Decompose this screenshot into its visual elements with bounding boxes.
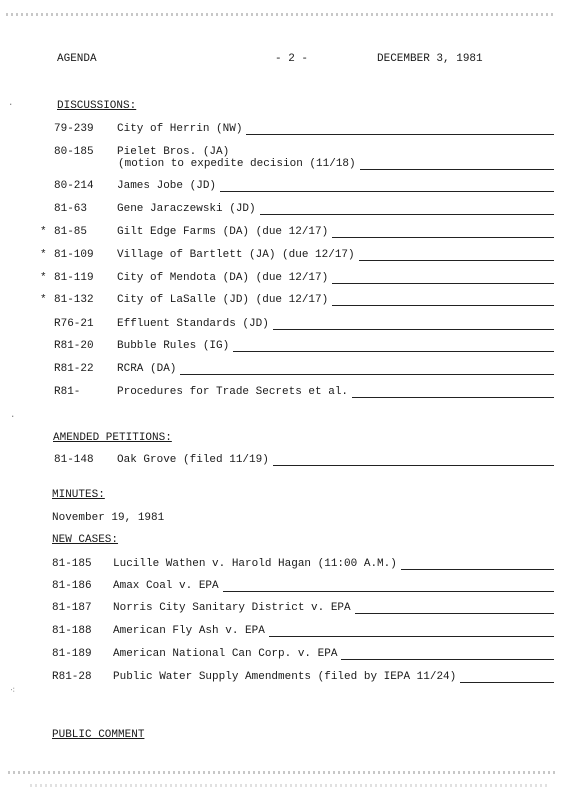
case-description: American National Can Corp. v. EPA [113,648,338,660]
priority-asterisk: * [40,249,47,261]
discussion-item [0,146,566,170]
fill-line [332,305,554,306]
case-description: Gene Jaraczewski (JD) [117,203,256,215]
case-number: R81-20 [54,340,94,352]
discussions-heading: DISCUSSIONS: [57,100,137,112]
discussion-item [0,294,566,308]
fill-line [352,397,554,398]
fill-line [223,591,554,592]
new-cases-heading: NEW CASES: [52,534,119,546]
fill-line [332,237,554,238]
case-description: Oak Grove (filed 11/19) [117,454,269,466]
case-description: RCRA (DA) [117,363,177,375]
case-number: R81-28 [52,671,92,683]
discussion-item [0,318,566,332]
case-number: 81-188 [52,625,92,637]
new-case-item [0,648,566,662]
case-description: Procedures for Trade Secrets et al. [117,386,349,398]
fill-line [220,191,554,192]
minutes-heading: MINUTES: [52,489,105,501]
priority-asterisk: * [40,272,47,284]
case-description: American Fly Ash v. EPA [113,625,265,637]
case-number: 81-189 [52,648,92,660]
fill-line [360,169,554,170]
scan-speck: · [8,100,14,110]
header-agenda: AGENDA [57,53,97,65]
header-page-number: - 2 - [275,53,309,65]
case-number: R81-22 [54,363,94,375]
case-description: Bubble Rules (IG) [117,340,230,352]
fill-line [269,636,554,637]
case-number: 79-239 [54,123,94,135]
fill-line [233,351,554,352]
minutes-date: November 19, 1981 [52,512,165,524]
fill-line [273,329,554,330]
case-number: 80-185 [54,146,94,158]
fill-line [341,659,554,660]
case-description: City of Mendota (DA) (due 12/17) [117,272,329,284]
case-description: Norris City Sanitary District v. EPA [113,602,351,614]
scan-speck: · [10,412,16,422]
case-description: Amax Coal v. EPA [113,580,219,592]
discussion-item [0,203,566,217]
case-number: 81-132 [54,294,94,306]
discussion-item [0,123,566,137]
new-case-item [0,671,566,685]
case-number: R76-21 [54,318,94,330]
case-number: 81-186 [52,580,92,592]
scan-noise-bottom [8,771,556,774]
header-date: DECEMBER 3, 1981 [377,53,483,65]
new-case-item [0,625,566,639]
case-subnote: (motion to expedite decision (11/18) [118,158,356,170]
fill-line [359,260,554,261]
discussion-item [0,180,566,194]
case-description: James Jobe (JD) [117,180,217,192]
fill-line [273,465,554,466]
case-description: Effluent Standards (JD) [117,318,269,330]
case-number: 81-119 [54,272,94,284]
case-number: 81-185 [52,558,92,570]
fill-line [246,134,554,135]
fill-line [180,374,554,375]
scan-speck: ⁖ [10,686,16,696]
discussion-item [0,226,566,240]
amended-petitions-heading: AMENDED PETITIONS: [53,432,172,444]
priority-asterisk: * [40,226,47,238]
fill-line [332,283,554,284]
amended-petition-item [0,454,566,468]
case-number: 81-187 [52,602,92,614]
case-number: 81-85 [54,226,88,238]
fill-line [460,682,554,683]
case-description: Village of Bartlett (JA) (due 12/17) [117,249,355,261]
discussion-item [0,272,566,286]
case-number: 81-148 [54,454,94,466]
scan-noise-bottom-2 [30,784,550,787]
new-case-item [0,580,566,594]
new-case-item [0,558,566,572]
public-comment-heading: PUBLIC COMMENT [52,729,145,741]
case-number: R81- [54,386,81,398]
discussion-item [0,363,566,377]
case-description: Public Water Supply Amendments (filed by IEPA 11/24) [113,671,457,683]
fill-line [355,613,554,614]
fill-line [401,569,554,570]
new-case-item [0,602,566,616]
case-description: City of LaSalle (JD) (due 12/17) [117,294,329,306]
case-description: Gilt Edge Farms (DA) (due 12/17) [117,226,329,238]
discussion-item [0,249,566,263]
case-number: 81-63 [54,203,88,215]
discussion-item [0,386,566,400]
scan-noise-top [6,13,554,16]
discussion-item [0,340,566,354]
fill-line [260,214,554,215]
case-description: Lucille Wathen v. Harold Hagan (11:00 A.M.) [113,558,397,570]
case-description: Pielet Bros. (JA) [117,146,230,158]
case-description: City of Herrin (NW) [117,123,243,135]
case-number: 81-109 [54,249,94,261]
case-number: 80-214 [54,180,94,192]
priority-asterisk: * [40,294,47,306]
